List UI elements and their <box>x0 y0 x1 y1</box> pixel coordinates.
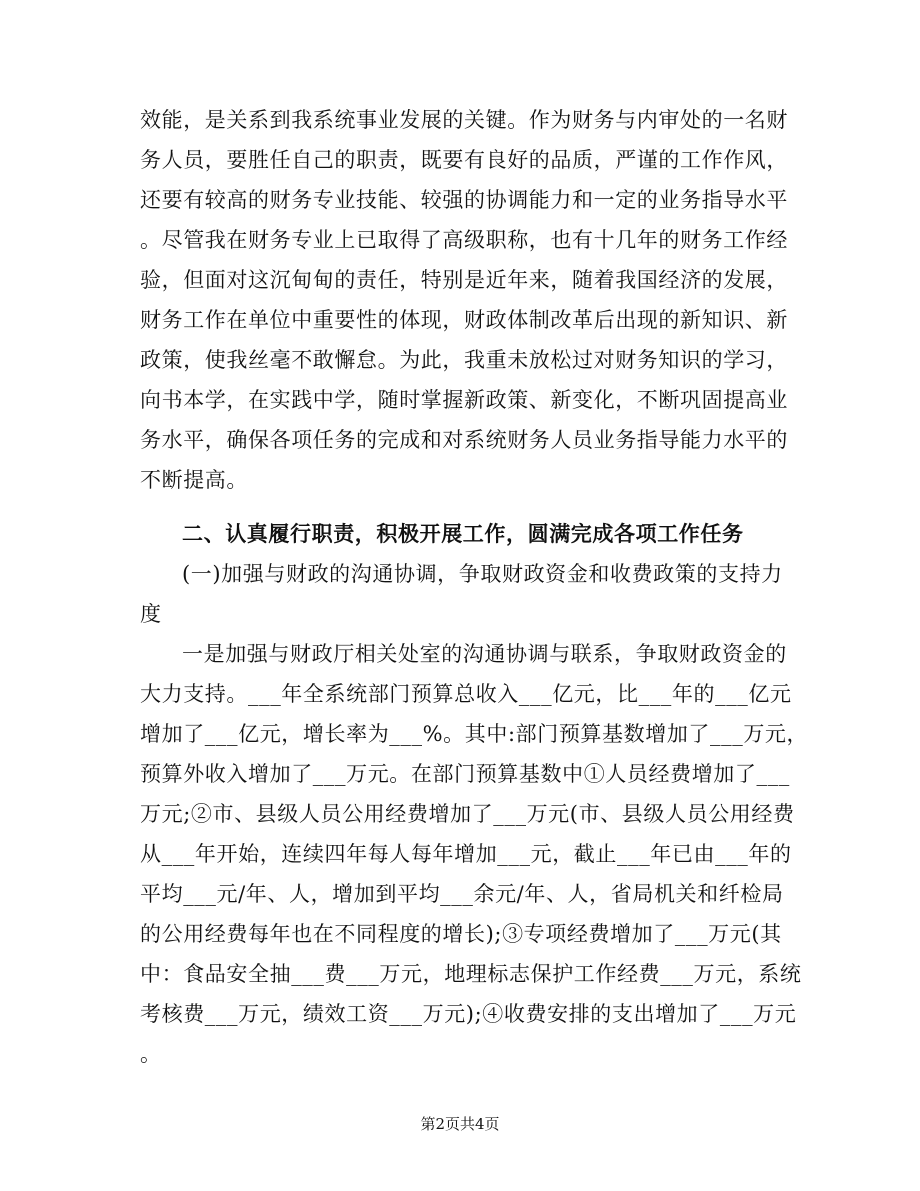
paragraph-line: 。尽管我在财务专业上已取得了高级职称，也有十几年的财务工作经 <box>140 228 788 252</box>
paragraph-line: 平均___元/年、人，增加到平均___余元/年、人，省局机关和纤检局 <box>140 882 784 906</box>
section-heading: 二、认真履行职责，积极开展工作，圆满完成各项工作任务 <box>182 521 744 546</box>
subsection-heading-line: 度 <box>140 602 162 626</box>
paragraph-line: 财务工作在单位中重要性的体现，财政体制改革后出现的新知识、新 <box>140 308 788 332</box>
paragraph-line: 务人员，要胜任自己的职责，既要有良好的品质，严谨的工作作风， <box>140 148 788 172</box>
paragraph-line: 向书本学，在实践中学，随时掌握新政策、新变化，不断巩固提高业 <box>140 388 788 412</box>
paragraph-line: 考核费___万元，绩效工资___万元);④收费安排的支出增加了___万元 <box>140 1002 797 1026</box>
paragraph-line: 验，但面对这沉甸甸的责任，特别是近年来，随着我国经济的发展， <box>140 268 788 292</box>
paragraph-line: 的公用经费每年也在不同程度的增长);③专项经费增加了___万元(其 <box>140 922 782 946</box>
subsection-heading-line: (一)加强与财政的沟通协调，争取财政资金和收费政策的支持力 <box>182 562 783 586</box>
paragraph-line: 从___年开始，连续四年每人每年增加___元，截止___年已由___年的 <box>140 842 792 866</box>
paragraph-line: 效能，是关系到我系统事业发展的关键。作为财务与内审处的一名财 <box>140 108 788 132</box>
paragraph-line: 政策，使我丝毫不敢懈怠。为此，我重未放松过对财务知识的学习， <box>140 348 788 372</box>
paragraph-line: 中：食品安全抽___费___万元，地理标志保护工作经费___万元，系统 <box>140 962 802 986</box>
paragraph-line: 还要有较高的财务专业技能、较强的协调能力和一定的业务指导水平 <box>140 188 788 212</box>
paragraph-line: 大力支持。___年全系统部门预算总收入___亿元，比___年的___亿元 <box>140 682 792 706</box>
paragraph-line: 务水平，确保各项任务的完成和对系统财务人员业务指导能力水平的 <box>140 428 788 452</box>
paragraph-line: 万元;②市、县级人员公用经费增加了___万元(市、县级人员公用经费 <box>140 802 795 826</box>
page-number-footer: 第2页共4页 <box>420 1115 500 1133</box>
paragraph-line: 增加了___亿元，增长率为___%。其中:部门预算基数增加了___万元， <box>140 722 809 746</box>
paragraph-line: 一是加强与财政厅相关处室的沟通协调与联系，争取财政资金的 <box>182 642 787 666</box>
paragraph-line: 不断提高。 <box>140 468 248 492</box>
paragraph-line: 。 <box>140 1042 162 1066</box>
paragraph-line: 预算外收入增加了___万元。在部门预算基数中①人员经费增加了___ <box>140 762 790 786</box>
